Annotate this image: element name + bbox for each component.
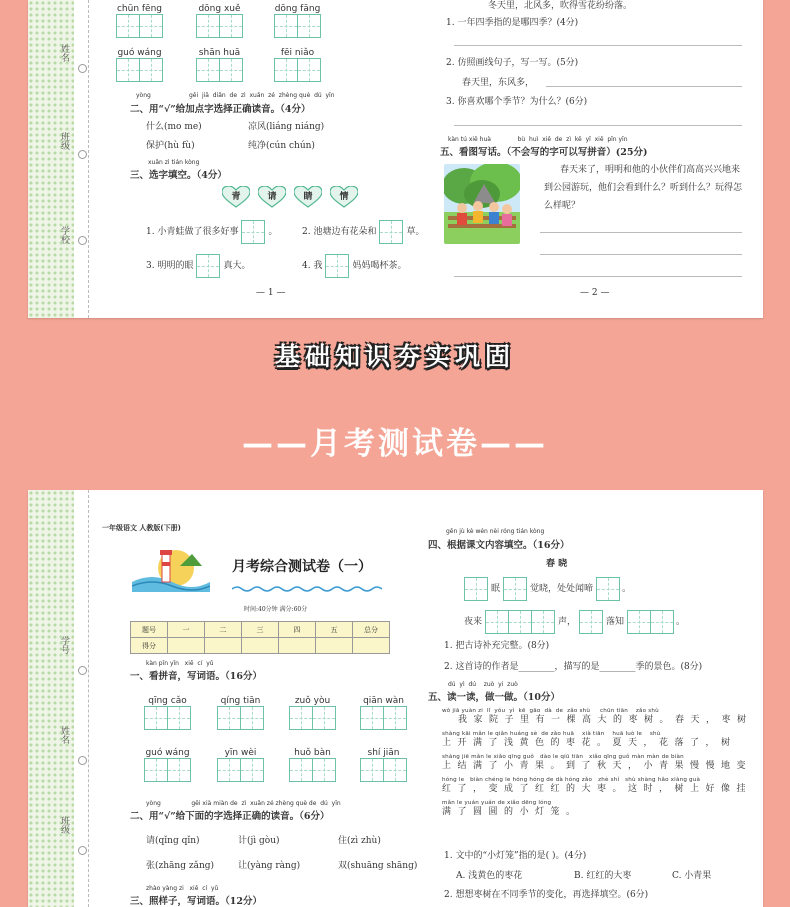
q5-title: 五、看图写话。（不会写的字可以写拼音）(25分) [440,147,648,158]
pinyin-label: shān huā [198,48,241,58]
side-label-class: 班级 [59,816,69,834]
answer-line [546,86,742,87]
option[interactable]: A. 浅黄色的枣花 [456,871,523,881]
fold-line [88,0,89,318]
question: 3. 你喜欢哪个季节？为什么？(6分) [446,97,588,107]
question: 2. 仿照画线句子，写一写。(5分) [446,58,579,68]
pinyin-label: dōng fāng [274,4,321,14]
pinyin-group: yīn wèi [217,748,264,782]
passage-text: 我家院子里有一棵高大的枣树。春天，枣树 [458,715,753,725]
exam-meta: 时间:40分钟 满分:60分 [244,606,308,613]
score-table [130,621,390,654]
binding-hole [78,64,87,73]
q1-title: 一、看拼音，写词语。（16分） [130,671,262,682]
heart-choice [294,186,322,208]
q2-item: 凉风(liáng niáng) [248,122,325,132]
fill-item: 3. 明明的眼 真大。 [146,254,250,278]
q2-title: 二、用“√”给加点字选择正确读音。（4分） [130,104,311,115]
pinyin-group: huǒ bàn [289,748,336,782]
q2-item: 请(qǐng qǐn) [146,836,200,846]
pinyin-group [274,4,321,38]
worksheet-page-top [28,0,763,318]
pinyin-group [274,48,321,82]
pinyin-group [196,48,243,82]
fill-item: 1. 小青蛙做了很多好事 。 [146,220,277,244]
answer-line [454,45,742,46]
passage-pinyin: wǒ jiā yuàn zi lǐ yǒu yì kē gāo dà de zǎo shù chūn tiān zǎo shù [442,708,659,714]
fold-line [88,490,89,907]
passage-text: 满了圆圆的小灯笼。 [442,807,582,817]
pinyin-label: fēi niǎo [280,48,315,58]
pinyin-label: dōng xuě [198,4,241,14]
side-label-name: 姓名 [59,44,69,62]
passage-pinyin: mǎn le yuán yuán de xiǎo dēng lóng [442,800,552,806]
table-row: 题号 一 二 三 四 五 总分 [131,622,390,638]
heart-char: 青 [231,192,241,202]
banner-subtitle: 基础知识夯实巩固 [274,342,515,371]
pinyin-group: shí jiān [360,748,407,782]
pinyin-group [196,4,243,38]
heart-choice [330,186,358,208]
answer-line [540,232,742,233]
side-label-school: 学校 [59,226,69,244]
banner-title: ——月考测试卷—— [242,426,548,462]
prompt-line: 到公园游玩，他们会看到什么？听到什么？玩得怎 [544,183,743,193]
passage-text: 红了，变成了红红的大枣。这时，树上好像挂 [442,784,753,794]
lighthouse-illustration [132,544,210,592]
pinyin-group: guó wáng [144,748,191,782]
pinyin-group: qiān wàn [360,696,407,730]
question: 1. 把古诗补充完整。(8分) [444,641,550,651]
fill-item: 4. 我 妈妈喝杯茶。 [302,254,406,278]
q2-item: 纯净(cún chún) [248,141,315,151]
pinyin-label: guó wáng [117,48,162,58]
q3-title: 三、照样子，写词语。（12分） [130,896,262,907]
q5-pinyin: kàn tú xiě huà bù huì xiě de zì kě yǐ xiě pīn yīn [448,136,628,143]
pinyin-group: qíng tiān [217,696,264,730]
q3-pinyin: zhào yàng zi xiě cí yǔ [146,885,219,892]
answer-line [454,276,742,277]
question: 2. 想想枣树在不同季节的变化，再选择填空。(6分) [444,890,649,900]
q2-pinyin: yòng gěi jiā diǎn de zì xuǎn zé zhèng què dú yīn [136,92,335,99]
binding-hole [78,846,87,855]
passage-pinyin: hóng le biàn chéng le hóng hóng de dà hóng zǎo zhè shí shù shàng hǎo xiàng guà [442,777,701,783]
title-wave [232,578,382,586]
question: 1. 一年四季指的是哪四季？(4分) [446,18,579,28]
q2-pinyin: yòng gěi xià miàn de zì xuǎn zé zhèng què de dú yīn [146,800,341,807]
poem-line: 眠 觉晓，处处闻啼 。 [464,577,631,601]
heart-choice [258,186,286,208]
q5-title: 五、读一读，做一做。（10分） [428,692,560,703]
q5-pinyin: dú yì dú zuò yi zuò [448,681,518,688]
binding-hole [78,236,87,245]
answer-line [540,254,742,255]
pinyin-group: qīng cǎo [144,696,191,730]
q2-item: 张(zhāng zǎng) [146,861,215,871]
q3-title: 三、选字填空。（4分） [130,170,227,181]
question: 1. 文中的“小灯笼”指的是( )。(4分) [444,851,587,861]
pinyin-label: chūn fēng [116,4,163,14]
side-label-id: 学号 [59,636,69,654]
pinyin-group [116,4,163,38]
q3-pinyin: xuǎn zì tián kòng [148,159,200,166]
answer-line [454,125,742,126]
binding-hole [78,666,87,675]
q2-item: 保护(hù fù) [146,141,195,151]
text-line: 冬天里，北风多，吹得雪花纷纷落。 [488,1,633,11]
binding-hole [78,756,87,765]
pinyin-group: zuǒ yòu [289,696,336,730]
worksheet-page-bottom [28,490,763,907]
exam-title: 月考综合测试卷（一） [232,559,372,575]
dotted-margin [28,490,74,907]
q1-pinyin: kàn pīn yīn xiě cí yǔ [146,660,214,667]
q2-item: 什么(mo me) [146,122,202,132]
q2-item: 双(shuāng shāng) [338,861,418,871]
q2-item: 计(jì gòu) [238,836,280,846]
q2-item: 住(zì zhù) [338,836,381,846]
poem-line: 夜来 声， 落知 。 [464,610,685,634]
side-label-class: 班级 [59,132,69,150]
heart-char: 睛 [303,192,313,202]
q2-item: 让(yàng ràng) [238,861,301,871]
heart-choice [222,186,250,208]
header-label: 一年级语文 人教版(下册) [102,524,181,532]
passage-pinyin: shàng jiē mǎn le xiǎo qīng guǒ dào le qiū tiān xiǎo qīng guǒ màn màn de biàn [442,754,684,760]
binding-hole [78,150,87,159]
passage-pinyin: shàng kāi mǎn le qiǎn huáng sè de zǎo huā xià tiān huā luò le shù [442,731,661,737]
question: 2. 这首诗的作者是________，描写的是________季的景色。(8分) [444,662,703,672]
poem-title: 春 晓 [546,559,568,569]
passage-text: 上结满了小青果。到了秋天，小青果慢慢地变 [442,761,753,771]
q2-title: 二、用“√”给下面的字选择正确的读音。（6分） [130,811,330,822]
prompt-line: 春天来了，明明和他的小伙伴们高高兴兴地来 [560,165,741,175]
option[interactable]: C. 小青果 [672,871,712,881]
side-label-name: 姓名 [59,726,69,744]
sample-sentence: 春天里，东风多， [462,78,535,88]
heart-char: 情 [339,192,349,202]
page-number: — 1 — [256,288,286,298]
option[interactable]: B. 红红的大枣 [574,871,632,881]
q4-title: 四、根据课文内容填空。（16分） [428,540,570,551]
passage-text: 上开满了浅黄色的枣花。夏天，花落了，树 [442,738,737,748]
prompt-line: 么样呢？ [544,201,581,211]
fill-item: 2. 池塘边有花朵和 草。 [302,220,424,244]
heart-char: 请 [267,192,277,202]
passage [442,708,758,818]
table-row: 得分 [131,638,390,654]
park-picture [444,164,520,244]
pinyin-group [116,48,163,82]
page-number: — 2 — [580,288,610,298]
q4-pinyin: gēn jù kè wén nèi róng tián kòng [446,528,545,535]
